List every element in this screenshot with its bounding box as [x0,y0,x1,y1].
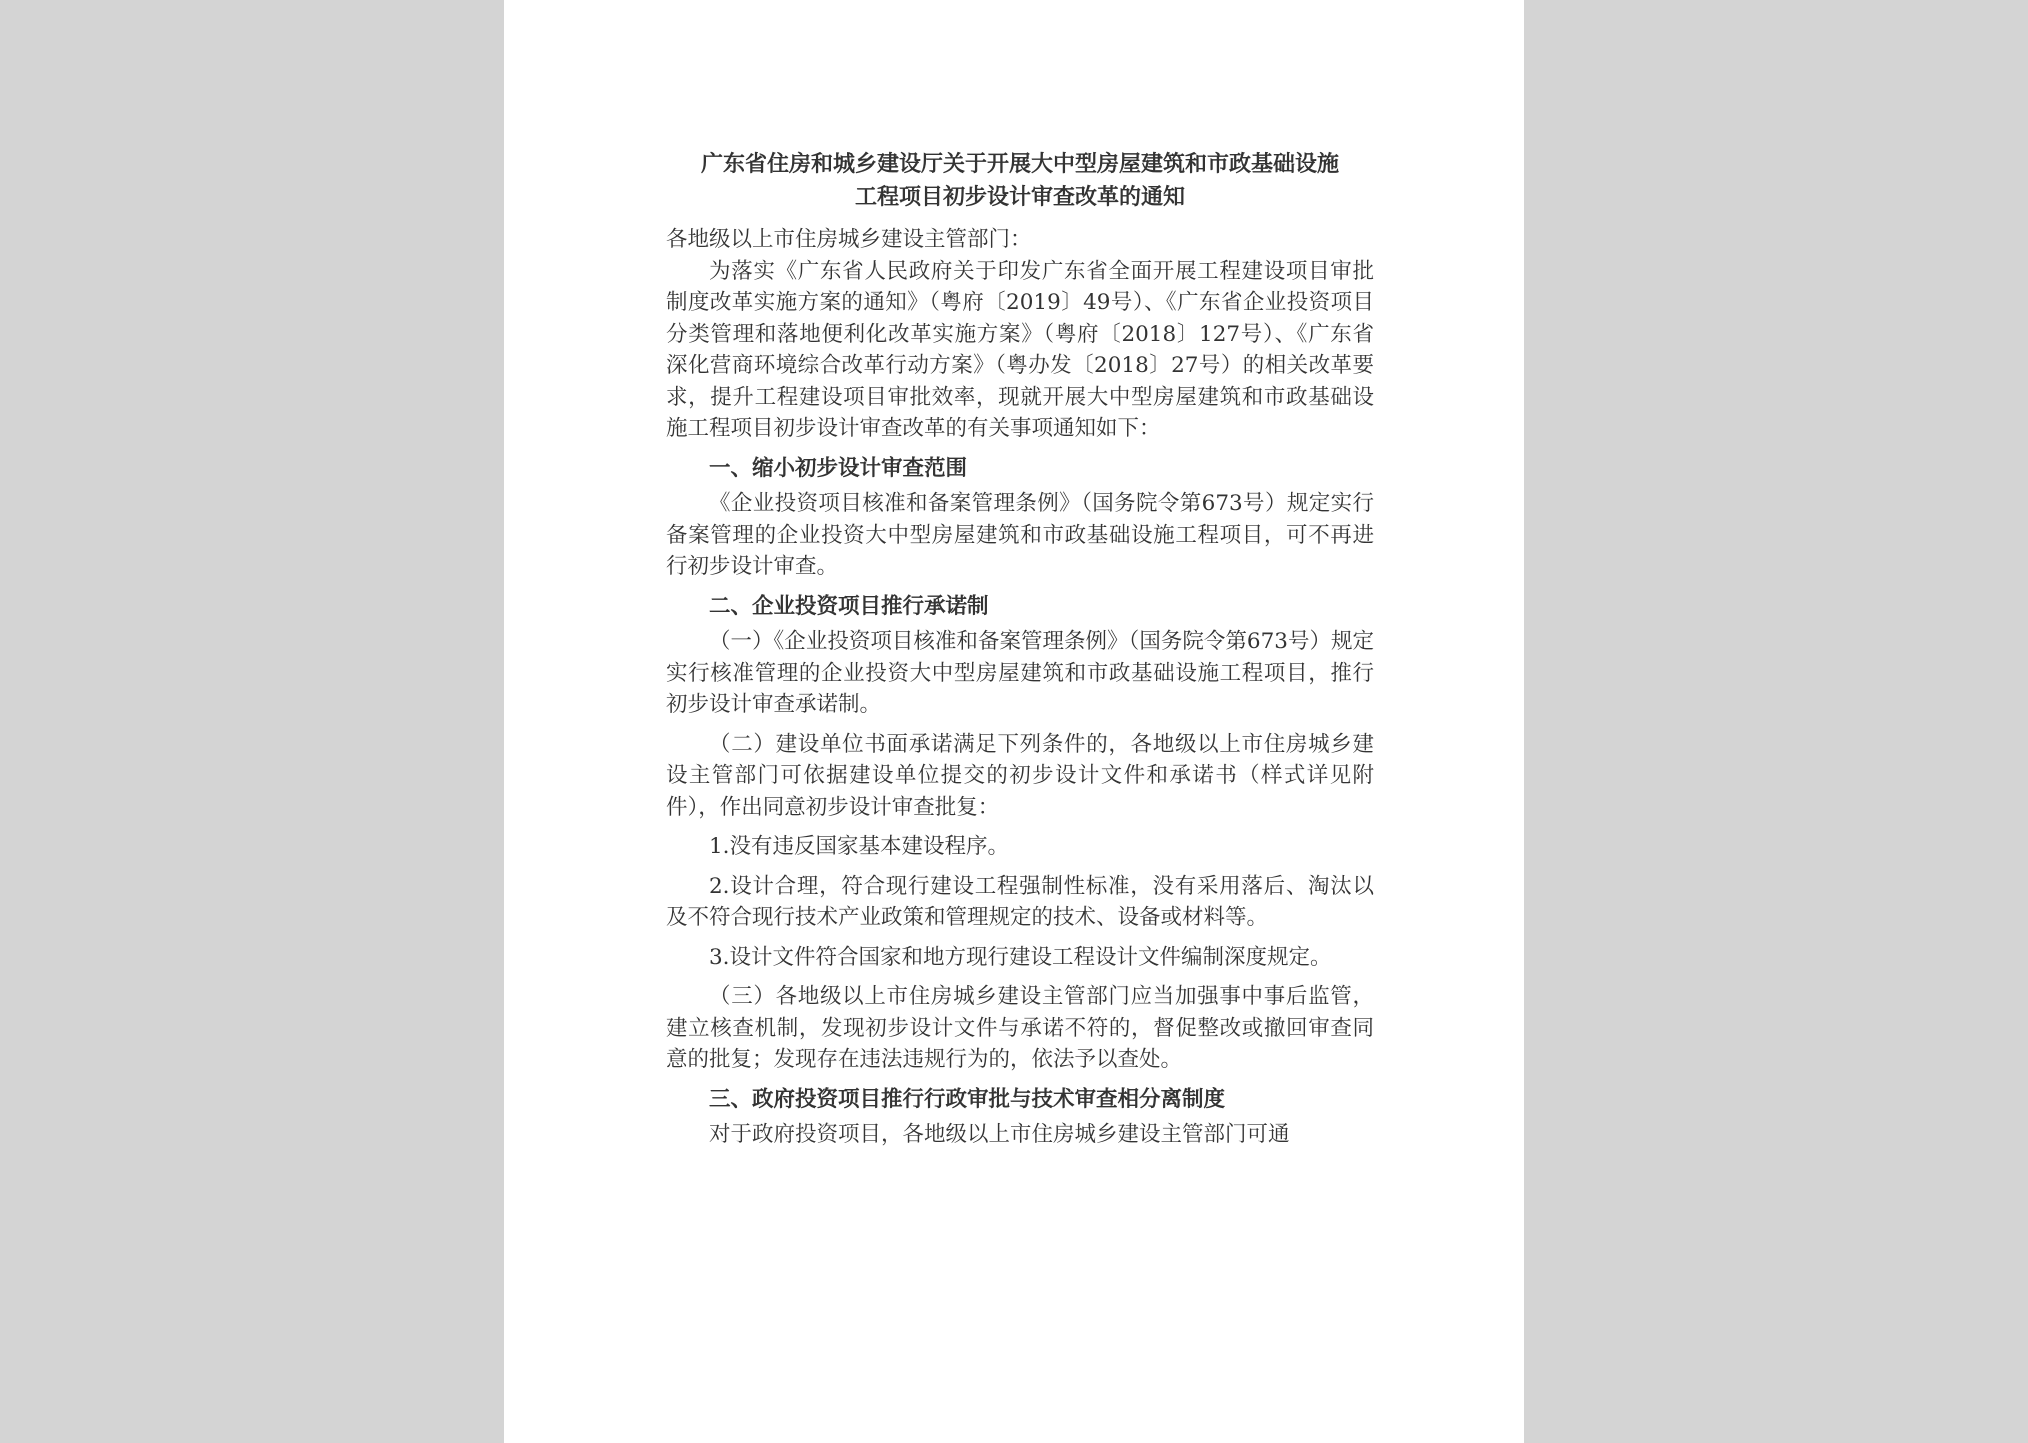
section-3-heading: 三、政府投资项目推行行政审批与技术审查相分离制度 [709,1086,1226,1112]
section-2-heading: 二、企业投资项目推行承诺制 [709,593,989,619]
document-content [666,140,1374,1151]
title-line-2: 工程项目初步设计审查改革的通知 [854,184,1185,210]
intro-paragraph: 为落实《广东省人民政府关于印发广东省全面开展工程建设项目审批制度改革实施方案的通知》（粤府〔2019〕49号）、《广东省企业投资项目分类管理和落地便利化改革实施方案》（粤府〔2018〕127号）、《广东省深化营商环境综合改革行动方案》（粤办发〔2018〕27号）的相关改革要求，提升工程建设项目审批效率，现就开展大中型房屋建筑和市政基础设施工程项目初步设计审查改革的有关事项通知如下： [666,258,1374,441]
section-1-body: 《企业投资项目核准和备案管理条例》（国务院令第673号）规定实行备案管理的企业投资大中型房屋建筑和市政基础设施工程项目，可不再进行初步设计审查。 [666,491,1374,579]
section-2-item-1: （一）《企业投资项目核准和备案管理条例》（国务院令第673号）规定实行核准管理的企业投资大中型房屋建筑和市政基础设施工程项目，推行初步设计审查承诺制。 [666,629,1374,717]
salutation: 各地级以上市住房城乡建设主管部门： [666,227,1032,252]
condition-3: 3.设计文件符合国家和地方现行建设工程设计文件编制深度规定。 [709,944,1332,970]
section-2-item-3: （三）各地级以上市住房城乡建设主管部门应当加强事中事后监管，建立核查机制，发现初步设计文件与承诺不符的，督促整改或撤回审查同意的批复；发现存在违法违规行为的，依法予以查处。 [666,984,1374,1072]
document-title [666,148,1374,214]
condition-2: 2.设计合理，符合现行建设工程强制性标准，没有采用落后、淘汰以及不符合现行技术产业政策和管理规定的技术、设备或材料等。 [666,873,1374,930]
section-2-item-2: （二）建设单位书面承诺满足下列条件的，各地级以上市住房城乡建设主管部门可依据建设单位提交的初步设计文件和承诺书（样式详见附件），作出同意初步设计审查批复： [666,731,1374,820]
document-page [504,0,1524,1443]
section-3-body: 对于政府投资项目，各地级以上市住房城乡建设主管部门可通 [709,1122,1290,1147]
section-1-heading: 一、缩小初步设计审查范围 [709,455,968,481]
condition-1: 1.没有违反国家基本建设程序。 [709,834,1010,859]
title-line-1: 广东省住房和城乡建设厅关于开展大中型房屋建筑和市政基础设施 [700,151,1339,177]
